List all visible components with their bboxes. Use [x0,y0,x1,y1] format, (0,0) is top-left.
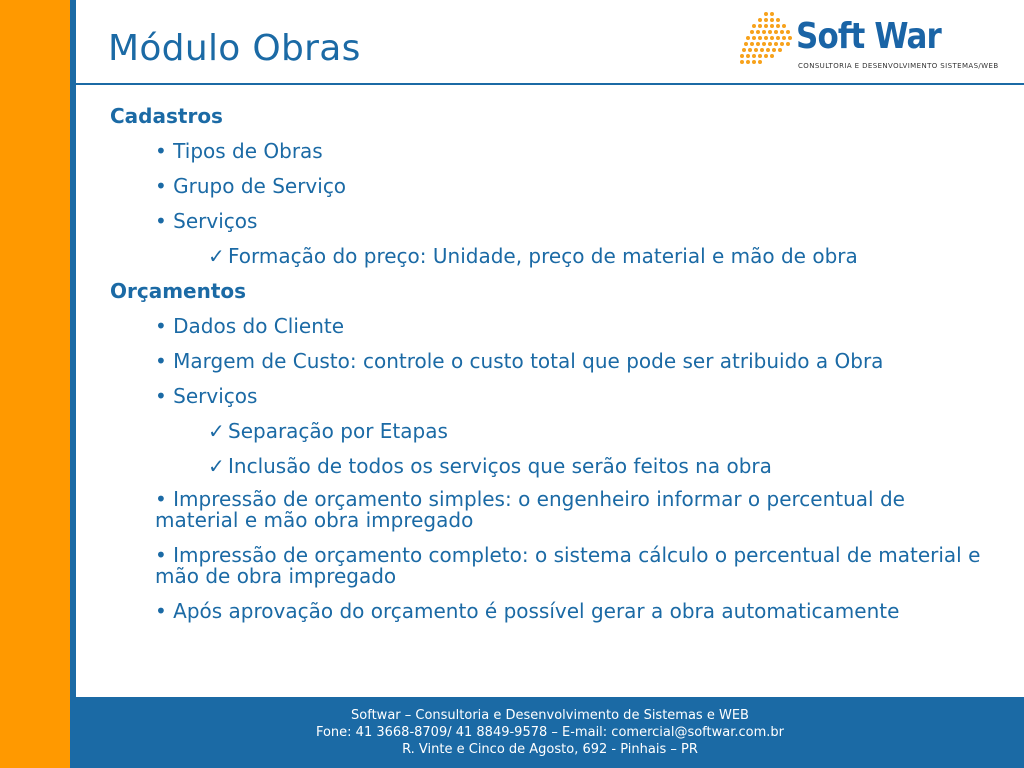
check-item-text: Inclusão de todos os serviços que serão feitos na obra [228,454,772,478]
logo-wordmark: Soft War [796,16,941,57]
list-item: • Impressão de orçamento simples: o engenheiro informar o percentual de material e mão obra impregado [155,487,905,532]
list-item: • Dados do Cliente [155,314,345,338]
list-item: • Impressão de orçamento completo: o sistema cálculo o percentual de material e mão de obra impregado [155,543,981,588]
list-item: • Serviços [155,384,258,408]
checkmark-icon: ✓ [208,244,225,268]
list-item: • Serviços [155,209,258,233]
left-accent-bar [0,0,70,768]
section-heading-cadastros: Cadastros [110,104,223,128]
footer-contact: Fone: 41 3668-8709/ 41 8849-9578 – E-mail: comercial@softwar.com.br [315,725,785,740]
checkmark-icon: ✓ [208,454,225,478]
footer-bar [76,697,1024,768]
list-item: • Após aprovação do orçamento é possível gerar a obra automaticamente [155,599,900,623]
footer-address: R. Vinte e Cinco de Agosto, 692 - Pinhais – PR [402,742,698,757]
list-item: • Tipos de Obras [155,139,323,163]
check-item-text: Formação do preço: Unidade, preço de material e mão de obra [228,244,858,268]
slide-content [110,104,1010,636]
check-list-item [208,454,1010,489]
check-item-text: Separação por Etapas [228,419,448,443]
softwar-logo [738,10,1018,72]
check-list-item [208,419,1010,454]
logo-dots-icon [738,10,798,70]
list-item: • Grupo de Serviço [155,174,347,198]
section-heading-orcamentos: Orçamentos [110,279,247,303]
footer-company: Softwar – Consultoria e Desenvolvimento de Sistemas e WEB [351,708,749,723]
check-list-item [208,244,1010,279]
left-accent-edge [70,0,76,768]
slide-title: Módulo Obras [108,28,361,69]
logo-tagline: CONSULTORIA E DESENVOLVIMENTO SISTEMAS/WEB [798,62,999,70]
checkmark-icon: ✓ [208,419,225,443]
title-divider [76,83,1024,85]
list-item: • Margem de Custo: controle o custo total que pode ser atribuido a Obra [155,349,884,373]
